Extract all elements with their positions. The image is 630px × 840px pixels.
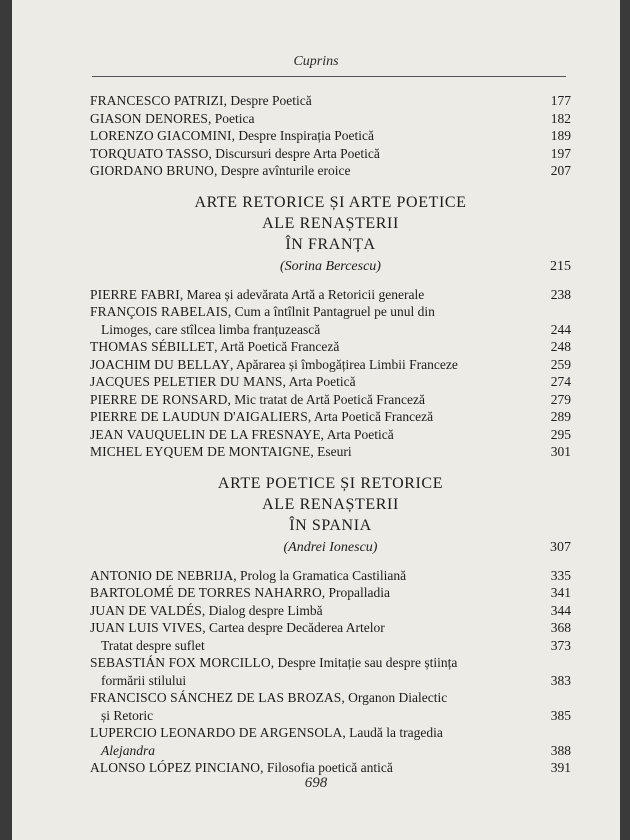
- toc-entry-line: [90, 92, 571, 110]
- toc-entry: [90, 356, 571, 374]
- toc-entry: [90, 408, 571, 426]
- toc-entry-line: [90, 602, 571, 620]
- toc-title: Discursuri despre Arta Poetică: [215, 145, 380, 161]
- toc-entry: [90, 127, 571, 145]
- toc-entry: [90, 724, 571, 759]
- toc-title: Despre Inspirația Poetică: [238, 128, 375, 143]
- toc-title: Cum a întîlnit Pantagruel pe unul din: [234, 304, 435, 319]
- toc-entry: [90, 303, 571, 338]
- toc-entry: [90, 654, 571, 689]
- toc-title: Cartea despre Decăderea Artelor: [209, 620, 385, 635]
- section-heading: [90, 192, 571, 255]
- toc-title: Organon Dialectic: [348, 690, 448, 705]
- toc-page-number: 248: [550, 339, 571, 354]
- toc-separator: ,: [260, 760, 267, 775]
- toc-page-number: 385: [550, 707, 571, 723]
- section-translator: [90, 258, 571, 276]
- toc-title: Despre avînturile eroice: [220, 163, 351, 178]
- toc-title: Filosofia poetică antică: [266, 760, 393, 775]
- running-head: Cuprins: [293, 54, 339, 69]
- toc-author: JUAN LUIS VIVES: [90, 620, 203, 635]
- toc-entry: [90, 162, 571, 180]
- toc-title: Artă Poetică Franceză: [220, 339, 340, 354]
- toc-author: THOMAS SÉBILLET: [90, 339, 215, 354]
- toc-separator: ,: [307, 409, 314, 424]
- toc-author: FRANCISCO SÁNCHEZ DE LAS BROZAS: [90, 690, 342, 705]
- toc-separator: ,: [229, 356, 236, 372]
- toc-title: Despre Poetică: [230, 93, 312, 108]
- toc-author: LORENZO GIACOMINI: [90, 128, 232, 143]
- toc-entry: [90, 338, 571, 356]
- toc-entry: [90, 689, 571, 724]
- toc-author: FRANCESCO PATRIZI: [90, 93, 224, 108]
- toc-entry-line: [90, 356, 571, 374]
- toc-page-number: 189: [550, 128, 571, 143]
- toc-title: Arta Poetică: [326, 426, 394, 442]
- toc-entry-line: [90, 110, 571, 128]
- toc-separator: ,: [201, 602, 209, 618]
- toc-author: JACQUES PELETIER DU MANS: [90, 374, 283, 389]
- toc-title: Marea și adevărata Artă a Retoricii generale: [186, 286, 425, 302]
- page-number: 698: [304, 775, 328, 791]
- toc-title-continuation: Alejandra: [101, 742, 155, 758]
- toc-entry-line: [90, 127, 571, 145]
- section-entries: [90, 567, 571, 777]
- toc-page-number: 244: [550, 321, 571, 337]
- toc-separator: ,: [202, 620, 210, 635]
- toc-author: JUAN DE VALDÉS: [90, 602, 202, 618]
- toc-page-number: 295: [550, 426, 571, 442]
- toc-entry: [90, 602, 571, 620]
- toc-author: PIERRE FABRI: [90, 286, 180, 302]
- header-rule: [92, 76, 566, 77]
- toc-author: LUPERCIO LEONARDO DE ARGENSOLA: [90, 725, 343, 740]
- toc-separator: ,: [208, 110, 215, 126]
- section-heading-line: ÎN SPANIA: [289, 516, 372, 534]
- toc-entry-line: [90, 724, 571, 742]
- toc-author: MICHEL EYQUEM DE MONTAIGNE: [90, 444, 311, 459]
- toc-entry: [90, 619, 571, 637]
- toc-entry: [90, 145, 571, 163]
- toc-entry: [90, 759, 571, 777]
- toc-page-number: 289: [550, 409, 571, 424]
- toc-page-number: 344: [550, 602, 571, 618]
- translator-name: (Sorina Bercescu): [280, 258, 381, 274]
- toc-separator: ,: [320, 426, 327, 442]
- toc-separator: ,: [310, 444, 318, 459]
- toc-author: JEAN VAUQUELIN DE LA FRESNAYE: [90, 426, 321, 442]
- toc-entry: [90, 443, 571, 461]
- toc-entry: [90, 567, 571, 585]
- toc-author: SEBASTIÁN FOX MORCILLO: [90, 655, 271, 670]
- toc-entry-line: [90, 338, 571, 356]
- section-heading-line: ÎN FRANȚA: [285, 235, 376, 253]
- toc-author: GIASON DENORES: [90, 110, 209, 126]
- toc-separator: ,: [342, 725, 350, 740]
- toc-entry: [90, 373, 571, 391]
- toc-separator: ,: [233, 567, 241, 583]
- toc-title-continuation: formării stilului: [101, 672, 187, 688]
- toc-title: Mic tratat de Artă Poetică Franceză: [234, 391, 426, 407]
- toc-section-spain: [90, 473, 571, 777]
- toc-separator: ,: [231, 128, 239, 143]
- toc-entry: [90, 426, 571, 444]
- toc-section-france: [90, 192, 571, 461]
- toc-entry: [90, 92, 571, 110]
- toc-entry: [90, 584, 571, 602]
- toc-title: Apărarea și îmbogățirea Limbii Franceze: [235, 356, 458, 372]
- toc-separator: ,: [282, 374, 289, 389]
- toc-author: PIERRE DE LAUDUN D'AIGALIERS: [90, 409, 308, 424]
- toc-title: Eseuri: [317, 444, 352, 459]
- toc-author: BARTOLOMÉ DE TORRES NAHARRO: [90, 585, 322, 600]
- toc-entry-line: [90, 162, 571, 180]
- section-heading-line: ARTE RETORICE ȘI ARTE POETICE: [194, 193, 467, 211]
- toc-separator: ,: [227, 391, 235, 407]
- toc-entry-line: [90, 567, 571, 585]
- toc-page-number: 307: [550, 539, 571, 555]
- toc-page-number: 259: [550, 356, 571, 372]
- toc-page-number: 215: [550, 258, 571, 274]
- toc-page-number: 177: [550, 93, 571, 108]
- toc-page-number: 238: [550, 286, 571, 302]
- toc-entry: [90, 110, 571, 128]
- toc-entry-line: [90, 391, 571, 409]
- toc-author: ANTONIO DE NEBRIJA: [90, 567, 234, 583]
- toc-page-number: 341: [550, 585, 571, 600]
- toc-separator: ,: [179, 286, 187, 302]
- toc-page-number: 279: [550, 391, 571, 407]
- section-heading-line: ALE RENAȘTERII: [262, 495, 399, 513]
- book-page: [12, 0, 620, 840]
- section-heading: [90, 473, 571, 536]
- toc-separator: ,: [270, 655, 278, 670]
- toc-separator: ,: [208, 145, 216, 161]
- translator-name: (Andrei Ionescu): [283, 539, 378, 555]
- toc-separator: ,: [214, 163, 221, 178]
- toc-entry: [90, 391, 571, 409]
- toc-separator: ,: [223, 93, 231, 108]
- section-heading-line: ALE RENAȘTERII: [262, 214, 399, 232]
- toc-page-number: 373: [550, 637, 571, 653]
- toc-separator: ,: [214, 339, 221, 354]
- table-of-contents: [90, 92, 571, 777]
- toc-entry-line: [90, 584, 571, 602]
- toc-entry-line: [90, 619, 571, 637]
- toc-page-number: 391: [550, 760, 571, 775]
- toc-entry-line: [90, 408, 571, 426]
- toc-entry: [90, 286, 571, 304]
- toc-entry: [90, 637, 571, 655]
- toc-entry-line: [90, 443, 571, 461]
- toc-title: Arta Poetică Franceză: [313, 409, 434, 424]
- toc-group-italy: [90, 92, 571, 180]
- section-heading-line: ARTE POETICE ȘI RETORICE: [217, 474, 444, 492]
- toc-entry-line: [90, 759, 571, 777]
- toc-title: Despre Imitație sau despre știința: [277, 655, 458, 670]
- toc-author: GIORDANO BRUNO: [90, 163, 215, 178]
- toc-separator: ,: [321, 585, 329, 600]
- toc-title: Dialog despre Limbă: [208, 602, 323, 618]
- toc-separator: ,: [227, 304, 235, 319]
- section-entries: [90, 286, 571, 461]
- toc-entry-line: [90, 426, 571, 444]
- toc-entry-line: [90, 654, 571, 672]
- toc-title-continuation: Tratat despre suflet: [101, 637, 205, 653]
- toc-page-number: 388: [550, 742, 571, 758]
- toc-entry-line: [90, 145, 571, 163]
- toc-author: ALONSO LÓPEZ PINCIANO: [90, 760, 261, 775]
- toc-title: Propalladia: [328, 585, 391, 600]
- toc-separator: ,: [341, 690, 349, 705]
- toc-page-number: 274: [550, 374, 571, 389]
- toc-entry-line: [90, 286, 571, 304]
- toc-page-number: 335: [550, 567, 571, 583]
- toc-page-number: 301: [550, 444, 571, 459]
- toc-page-number: 383: [550, 672, 571, 688]
- toc-entry-line: [90, 689, 571, 707]
- toc-author: FRANÇOIS RABELAIS: [90, 304, 228, 319]
- toc-author: JOACHIM DU BELLAY: [90, 356, 230, 372]
- toc-title: Prolog la Gramatica Castiliană: [240, 567, 407, 583]
- toc-title: Laudă la tragedia: [349, 725, 443, 740]
- toc-title-continuation: Limoges, care stîlcea limba franțuzească: [101, 321, 321, 337]
- toc-page-number: 182: [550, 110, 571, 126]
- toc-author: PIERRE DE RONSARD: [90, 391, 228, 407]
- section-translator: [90, 539, 571, 557]
- toc-page-number: 207: [550, 163, 571, 178]
- toc-author: TORQUATO TASSO: [90, 145, 209, 161]
- toc-title: Poetica: [214, 110, 255, 126]
- toc-entry-line: [90, 303, 571, 321]
- toc-entry-line: [90, 373, 571, 391]
- toc-page-number: 197: [550, 145, 571, 161]
- toc-page-number: 368: [550, 620, 571, 635]
- toc-title-continuation: și Retoric: [101, 707, 154, 723]
- toc-title: Arta Poetică: [288, 374, 356, 389]
